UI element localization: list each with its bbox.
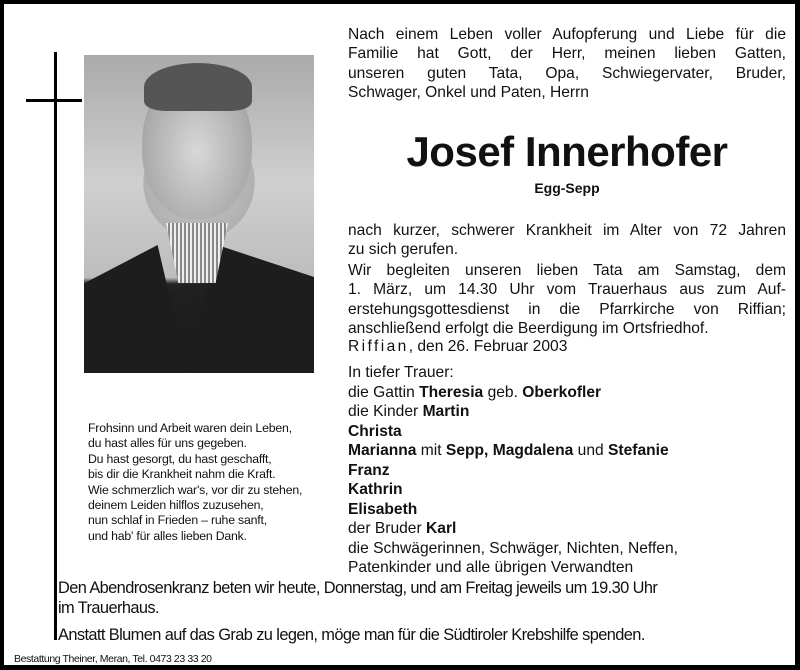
mourner-relatives: die Schwägerinnen, Schwäger, Nichten, Neffen, (348, 539, 678, 557)
funeral-line: erstehungsgottesdienst in die Pfarrkirche von Riffian; (348, 300, 786, 318)
mourner-relatives: Patenkinder und alle übrigen Verwandten (348, 559, 634, 576)
poem-line: Du hast gesorgt, du hast geschafft, (88, 451, 272, 466)
portrait-photo (84, 55, 314, 373)
mourners-heading: In tiefer Trauer: (348, 364, 454, 381)
mourner-child: Elisabeth (348, 500, 418, 518)
mourner-child: Marianna mit Sepp, Magdalena und Stefanie (348, 442, 669, 459)
funeral-line: anschließend erfolgt die Beerdigung im Ortsfriedhof. (348, 320, 709, 338)
mourner-children: die Kinder Martin (348, 403, 470, 420)
mourner-brother: der Bruder Karl (348, 520, 457, 537)
rosary-notice (58, 579, 778, 618)
poem-line: bis dir die Krankheit nahm die Kraft. (88, 467, 276, 482)
mourner-wife: die Gattin Theresia geb. Oberkofler (348, 383, 602, 401)
intro-text (348, 25, 786, 103)
mourner-child: Franz (348, 461, 390, 479)
cross-icon-horizontal (26, 99, 82, 102)
donation-notice: Anstatt Blumen auf das Grab zu legen, möge man für die Südtiroler Krebshilfe spenden. (58, 626, 645, 644)
poem-line: und hab' für alles lieben Dank. (88, 528, 247, 543)
memorial-poem (88, 421, 328, 544)
poem-line: deinem Leiden hilflos zuzusehen, (88, 498, 264, 513)
rosary-line: Den Abendrosenkranz beten wir heute, Donnerstag, und am Freitag jeweils um 19.30 Uhr (58, 579, 658, 597)
rosary-line: im Trauerhaus. (58, 598, 159, 617)
funeral-line: 1. März, um 14.30 Uhr vom Trauerhaus aus zum Auf- (348, 281, 786, 299)
intro-line: Familie hat Gott, der Herr, meinen lieben Gatten, (348, 45, 786, 63)
mourner-child: Christa (348, 422, 402, 440)
poem-line: Wie schmerzlich war's, vor dir zu stehen, (88, 482, 303, 497)
deceased-nickname: Egg-Sepp (534, 180, 600, 196)
funeral-line: Wir begleiten unseren lieben Tata am Samstag, dem (348, 262, 786, 279)
mourner-child: Kathrin (348, 481, 403, 498)
announcement-line: nach kurzer, schwerer Krankheit im Alter von 72 Jahren (348, 222, 786, 239)
poem-line: nun schlaf in Frieden – ruhe sanft, (88, 513, 267, 528)
intro-line: unseren guten Tata, Opa, Schwiegervater, Bruder, (348, 64, 786, 82)
mourners-list (348, 363, 786, 578)
intro-line: Schwager, Onkel und Paten, Herrn (348, 84, 589, 102)
photo-hair (144, 63, 252, 111)
announcement-line: zu sich gerufen. (348, 241, 459, 259)
place-date (348, 337, 786, 356)
intro-line: Nach einem Leben voller Aufopferung und Liebe für die (348, 26, 786, 43)
funeral-home-credit: Bestattung Theiner, Meran, Tel. 0473 23 33 20 (14, 653, 212, 665)
date-text: , den 26. Februar 2003 (408, 338, 568, 355)
announcement-text (348, 221, 786, 260)
deceased-name: Josef Innerhofer (406, 128, 728, 175)
poem-line: Frohsinn und Arbeit waren dein Leben, (88, 421, 292, 435)
cross-icon-vertical (54, 52, 57, 640)
place-name: Riffian (348, 338, 409, 355)
poem-line: du hast alles für uns gegeben. (88, 436, 247, 451)
funeral-text (348, 261, 786, 339)
